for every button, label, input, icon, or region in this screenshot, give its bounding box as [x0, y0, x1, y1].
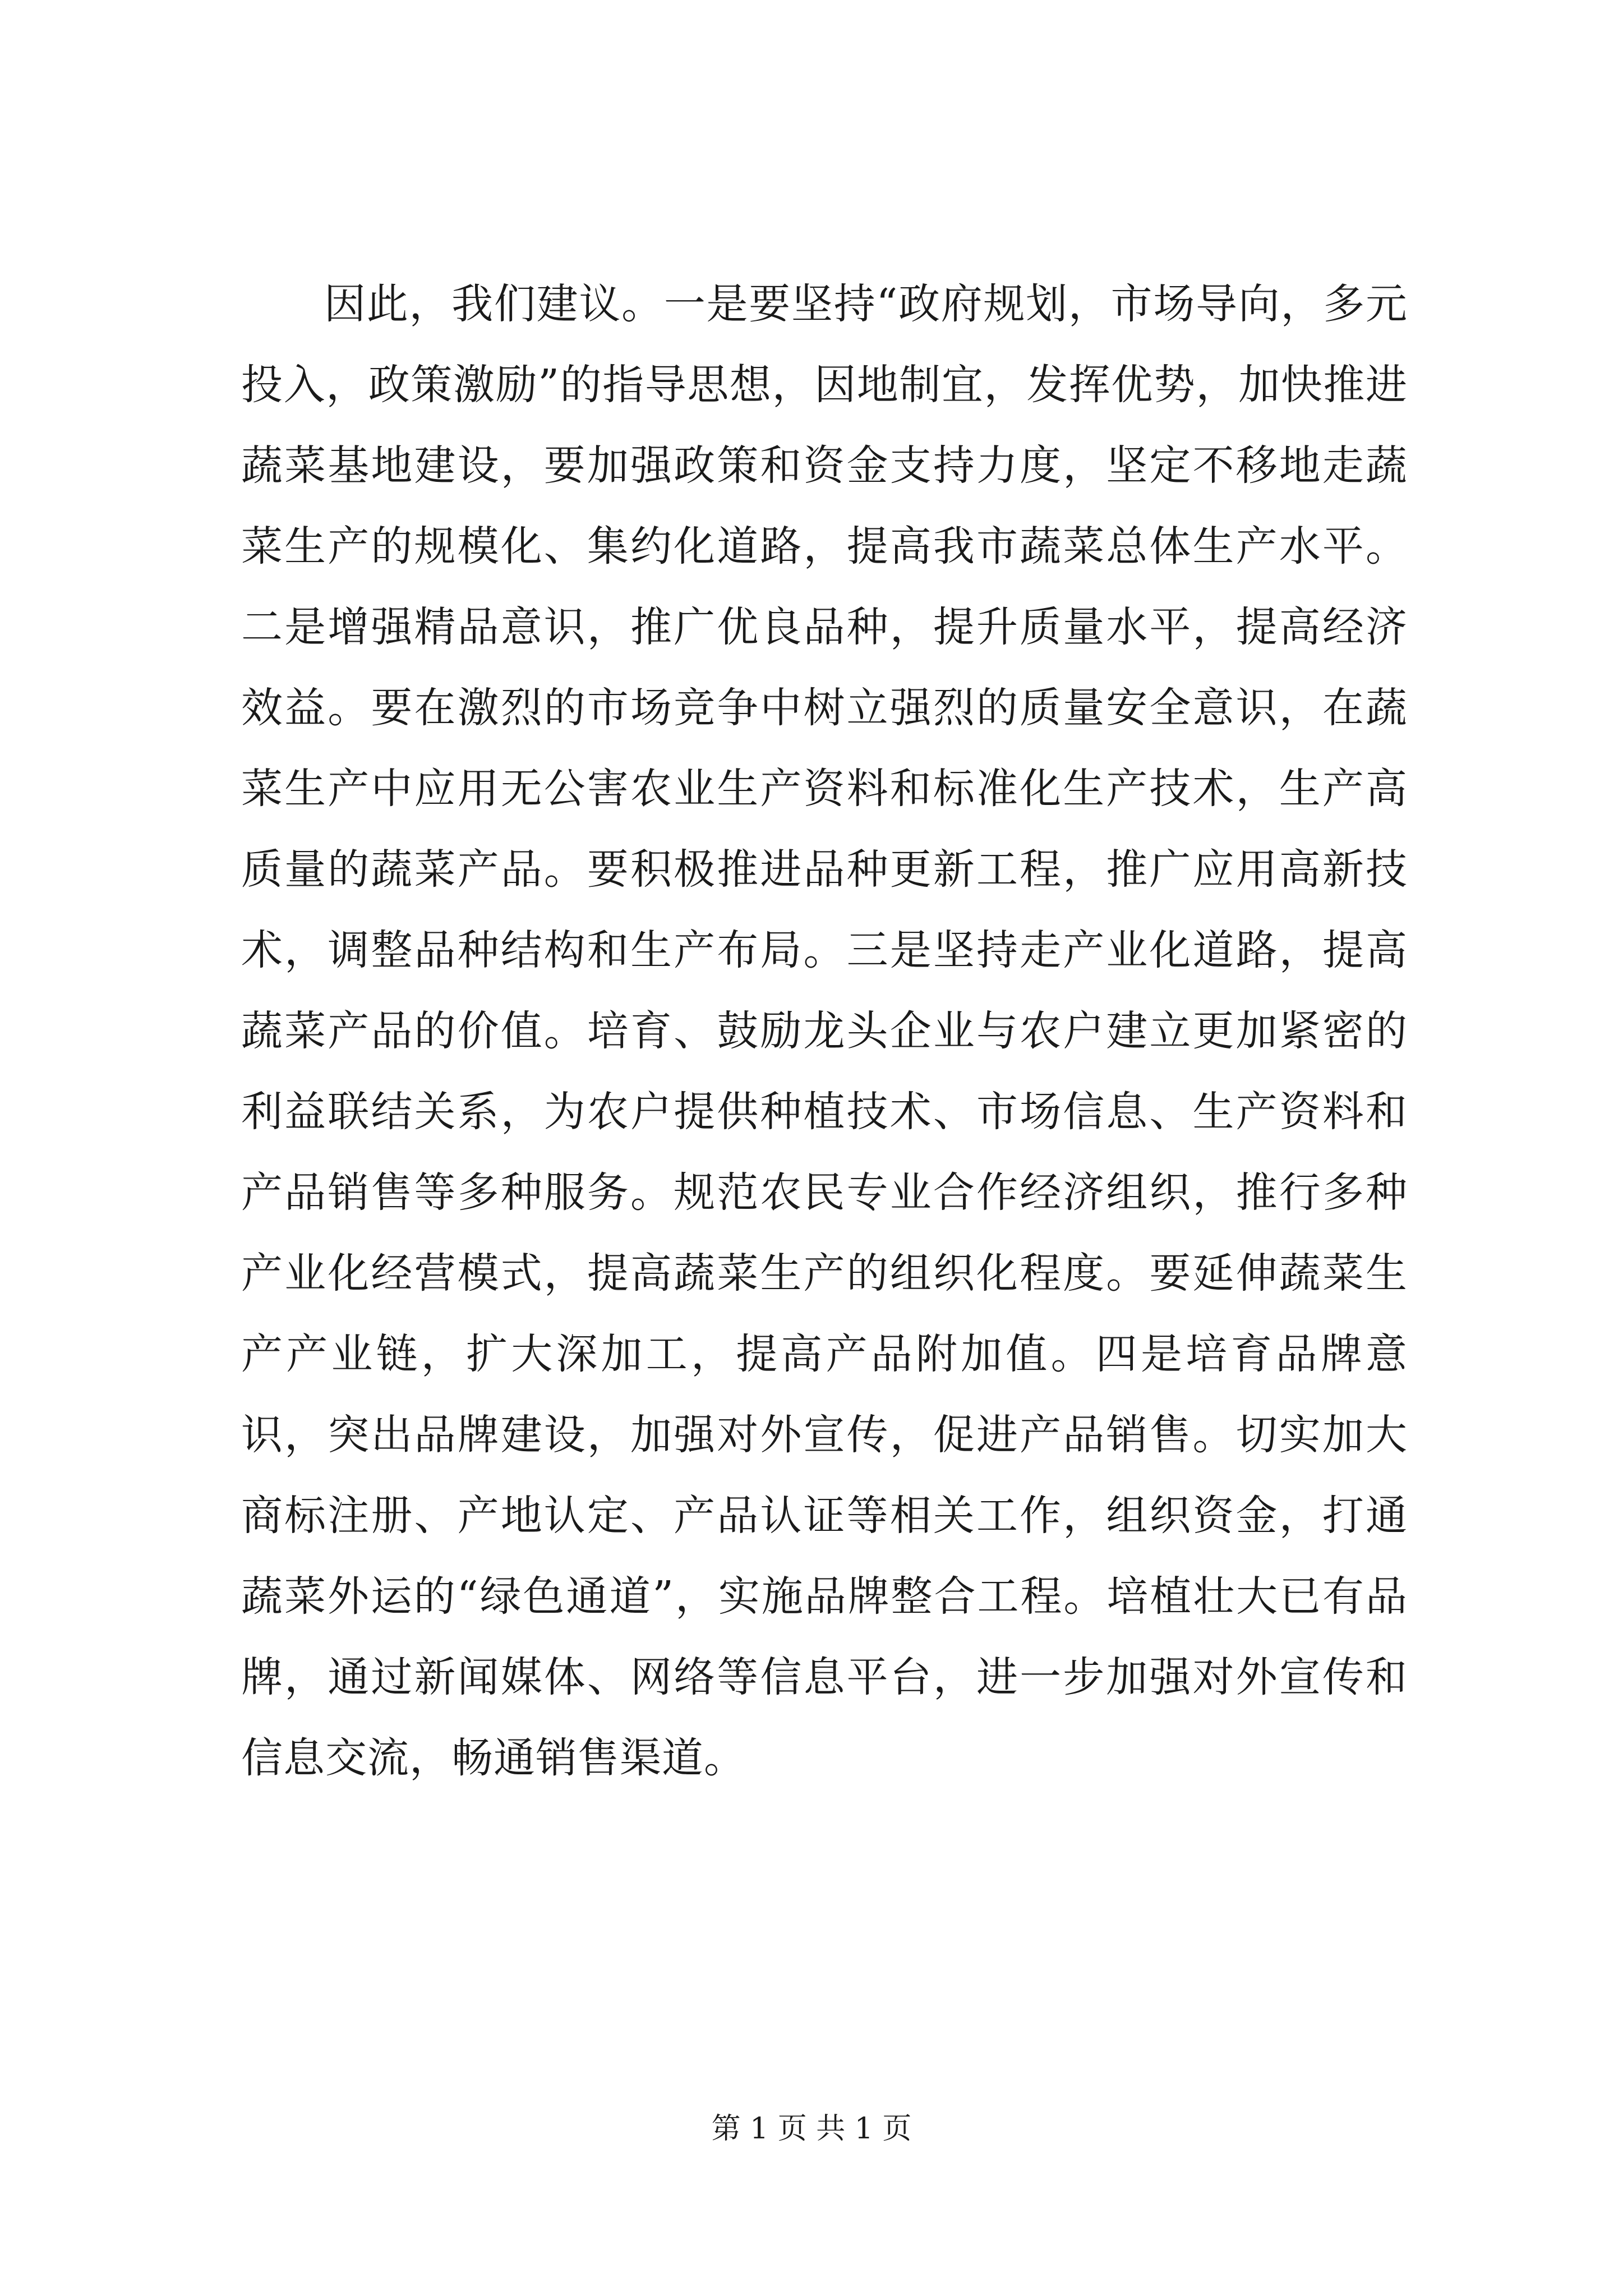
page-number-footer: 第 1 页 共 1 页 [711, 2112, 912, 2146]
body-paragraph: 因此，我们建议。一是要坚持“政府规划，市场导向，多元投入，政策激励”的指导思想，因地制宜，发挥优势，加快推进蔬菜基地建设，要加强政策和资金支持力度，坚定不移地走蔬菜生产的规模化、集约化道路，提高我市蔬菜总体生产水平。二是增强精品意识，推广优良品种，提升质量水平，提高经济效益。要在激烈的市场竞争中树立强烈的质量安全意识，在蔬菜生产中应用无公害农业生产资料和标准化生产技术，生产高质量的蔬菜产品。要积极推进品种更新工程，推广应用高新技术，调整品种结构和生产布局。三是坚持走产业化道路，提高蔬菜产品的价值。培育、鼓励龙头企业与农户建立更加紧密的利益联结关系，为农户提供种植技术、市场信息、生产资料和产品销售等多种服务。规范农民专业合作经济组织，推行多种产业化经营模式，提高蔬菜生产的组织化程度。要延伸蔬菜生产产业链，扩大深加工，提高产品附加值。四是培育品牌意识，突出品牌建设，加强对外宣传，促进产品销售。切实加大商标注册、产地认定、产品认证等相关工作，组织资金，打通蔬菜外运的“绿色通道”，实施品牌整合工程。培植壮大已有品牌，通过新闻媒体、网络等信息平台，进一步加强对外宣传和信息交流，畅通销售渠道。 [241, 280, 1408, 1782]
